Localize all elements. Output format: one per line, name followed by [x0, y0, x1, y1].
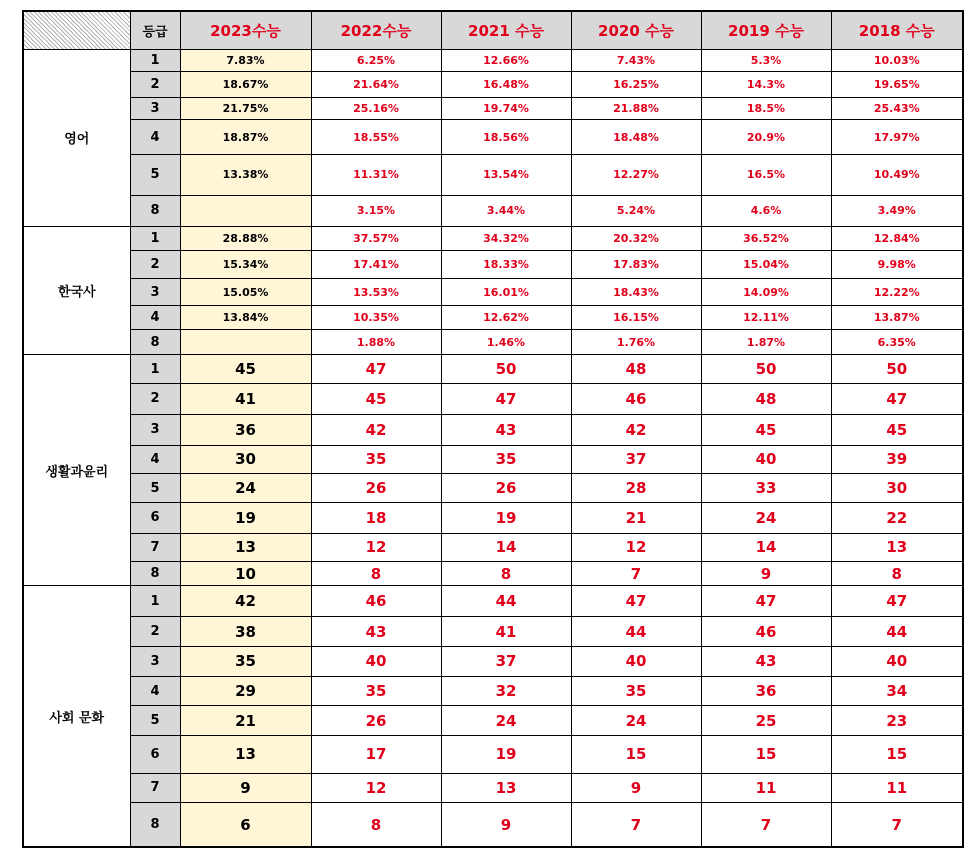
value-cell: 24 [571, 706, 701, 736]
value-cell-2023: 13 [180, 736, 311, 773]
value-cell-2023: 45 [180, 355, 311, 384]
value-cell-2023 [180, 330, 311, 355]
value-cell: 3.44% [441, 195, 571, 226]
value-cell-2023: 6 [180, 803, 311, 847]
header-year-2021: 2021 수능 [441, 11, 571, 49]
value-cell: 44 [831, 617, 963, 647]
value-cell-2023: 18.87% [180, 119, 311, 154]
value-cell: 13 [831, 533, 963, 562]
value-cell: 11 [831, 773, 963, 803]
value-cell: 47 [831, 586, 963, 617]
value-cell: 46 [571, 384, 701, 415]
table-row [23, 97, 963, 119]
value-cell: 15 [571, 736, 701, 773]
grade-cell: 7 [130, 533, 180, 562]
value-cell: 48 [701, 384, 831, 415]
value-cell: 37.57% [311, 226, 441, 250]
value-cell: 47 [311, 355, 441, 384]
table-row [23, 305, 963, 329]
table-row [23, 71, 963, 97]
value-cell-2023 [180, 195, 311, 226]
table-row [23, 119, 963, 154]
value-cell-2023: 19 [180, 502, 311, 533]
table-row [23, 330, 963, 355]
value-cell: 23 [831, 706, 963, 736]
grade-cell: 4 [130, 305, 180, 329]
grade-cell: 3 [130, 279, 180, 305]
value-cell: 16.25% [571, 71, 701, 97]
value-cell-2023: 10 [180, 562, 311, 586]
value-cell-2023: 29 [180, 676, 311, 706]
value-cell: 40 [701, 445, 831, 474]
value-cell: 18 [311, 502, 441, 533]
value-cell: 50 [831, 355, 963, 384]
value-cell-2023: 41 [180, 384, 311, 415]
grade-cell: 3 [130, 646, 180, 676]
subject-society-culture: 사회 문화 [23, 586, 130, 847]
grade-cell: 4 [130, 119, 180, 154]
table-row [23, 773, 963, 803]
value-cell: 10.35% [311, 305, 441, 329]
value-cell: 26 [311, 474, 441, 503]
table-row [23, 562, 963, 586]
header-row [23, 11, 963, 49]
value-cell: 43 [311, 617, 441, 647]
table-row [23, 533, 963, 562]
value-cell: 14 [441, 533, 571, 562]
table-row [23, 384, 963, 415]
value-cell-2023: 35 [180, 646, 311, 676]
value-cell: 9 [701, 562, 831, 586]
value-cell: 9 [441, 803, 571, 847]
grade-cell: 3 [130, 97, 180, 119]
value-cell: 5.24% [571, 195, 701, 226]
value-cell: 7 [831, 803, 963, 847]
value-cell: 6.25% [311, 49, 441, 71]
value-cell: 13.53% [311, 279, 441, 305]
table-row [23, 226, 963, 250]
value-cell: 7 [571, 562, 701, 586]
value-cell-2023: 36 [180, 414, 311, 445]
value-cell: 41 [441, 617, 571, 647]
value-cell: 17.83% [571, 250, 701, 279]
value-cell: 12.22% [831, 279, 963, 305]
table-row [23, 195, 963, 226]
value-cell: 40 [311, 646, 441, 676]
table-row [23, 676, 963, 706]
value-cell: 40 [571, 646, 701, 676]
value-cell: 42 [571, 414, 701, 445]
value-cell: 11 [701, 773, 831, 803]
value-cell: 16.5% [701, 155, 831, 196]
value-cell: 18.5% [701, 97, 831, 119]
value-cell: 13.54% [441, 155, 571, 196]
value-cell: 18.56% [441, 119, 571, 154]
value-cell: 7.43% [571, 49, 701, 71]
value-cell: 12.11% [701, 305, 831, 329]
value-cell: 16.48% [441, 71, 571, 97]
table-row [23, 155, 963, 196]
value-cell: 20.32% [571, 226, 701, 250]
value-cell: 43 [701, 646, 831, 676]
value-cell: 44 [571, 617, 701, 647]
value-cell: 43 [441, 414, 571, 445]
value-cell: 1.87% [701, 330, 831, 355]
value-cell: 45 [311, 384, 441, 415]
value-cell: 15 [831, 736, 963, 773]
value-cell: 14.3% [701, 71, 831, 97]
grade-cell: 8 [130, 330, 180, 355]
value-cell: 16.15% [571, 305, 701, 329]
value-cell-2023: 30 [180, 445, 311, 474]
value-cell: 46 [311, 586, 441, 617]
value-cell: 14 [701, 533, 831, 562]
value-cell: 25.43% [831, 97, 963, 119]
header-year-2018: 2018 수능 [831, 11, 963, 49]
grade-cell: 1 [130, 586, 180, 617]
value-cell: 14.09% [701, 279, 831, 305]
table-row [23, 355, 963, 384]
value-cell: 18.55% [311, 119, 441, 154]
grade-cell: 5 [130, 706, 180, 736]
value-cell: 13 [441, 773, 571, 803]
value-cell-2023: 15.05% [180, 279, 311, 305]
value-cell: 17.97% [831, 119, 963, 154]
value-cell: 30 [831, 474, 963, 503]
value-cell: 47 [441, 384, 571, 415]
value-cell: 10.49% [831, 155, 963, 196]
value-cell: 15.04% [701, 250, 831, 279]
value-cell: 4.6% [701, 195, 831, 226]
value-cell: 9.98% [831, 250, 963, 279]
value-cell: 35 [441, 445, 571, 474]
value-cell: 5.3% [701, 49, 831, 71]
grade-cell: 5 [130, 474, 180, 503]
table-row [23, 646, 963, 676]
table-row [23, 49, 963, 71]
value-cell-2023: 21 [180, 706, 311, 736]
value-cell: 24 [441, 706, 571, 736]
table-row [23, 617, 963, 647]
value-cell: 16.01% [441, 279, 571, 305]
value-cell: 8 [441, 562, 571, 586]
grade-cell: 8 [130, 195, 180, 226]
value-cell: 18.48% [571, 119, 701, 154]
grade-cell: 2 [130, 617, 180, 647]
value-cell: 34.32% [441, 226, 571, 250]
value-cell: 50 [701, 355, 831, 384]
value-cell: 26 [441, 474, 571, 503]
value-cell: 33 [701, 474, 831, 503]
value-cell: 13.87% [831, 305, 963, 329]
table-row [23, 803, 963, 847]
value-cell: 50 [441, 355, 571, 384]
value-cell: 3.15% [311, 195, 441, 226]
value-cell: 12.84% [831, 226, 963, 250]
value-cell: 44 [441, 586, 571, 617]
value-cell: 39 [831, 445, 963, 474]
value-cell: 12.66% [441, 49, 571, 71]
table-row [23, 414, 963, 445]
value-cell-2023: 13 [180, 533, 311, 562]
value-cell: 1.46% [441, 330, 571, 355]
value-cell: 19 [441, 502, 571, 533]
value-cell: 47 [701, 586, 831, 617]
table-body [23, 49, 963, 847]
value-cell: 3.49% [831, 195, 963, 226]
value-cell: 35 [311, 445, 441, 474]
value-cell: 35 [571, 676, 701, 706]
value-cell: 11.31% [311, 155, 441, 196]
value-cell: 8 [831, 562, 963, 586]
value-cell: 1.76% [571, 330, 701, 355]
header-year-2022: 2022수능 [311, 11, 441, 49]
grade-cell: 2 [130, 71, 180, 97]
value-cell: 10.03% [831, 49, 963, 71]
grade-cell: 4 [130, 445, 180, 474]
value-cell: 37 [571, 445, 701, 474]
value-cell: 19.74% [441, 97, 571, 119]
grade-cell: 8 [130, 803, 180, 847]
value-cell: 18.33% [441, 250, 571, 279]
subject-life-ethics: 생활과윤리 [23, 355, 130, 586]
value-cell: 26 [311, 706, 441, 736]
grade-cell: 5 [130, 155, 180, 196]
grade-cell: 6 [130, 502, 180, 533]
value-cell: 6.35% [831, 330, 963, 355]
value-cell: 22 [831, 502, 963, 533]
header-year-2019: 2019 수능 [701, 11, 831, 49]
grade-cell: 2 [130, 384, 180, 415]
subject-english: 영어 [23, 49, 130, 226]
value-cell: 9 [571, 773, 701, 803]
value-cell: 48 [571, 355, 701, 384]
value-cell: 34 [831, 676, 963, 706]
value-cell: 12 [311, 773, 441, 803]
table-row [23, 502, 963, 533]
grade-cell: 8 [130, 562, 180, 586]
value-cell: 20.9% [701, 119, 831, 154]
value-cell: 17 [311, 736, 441, 773]
value-cell: 21.88% [571, 97, 701, 119]
grade-cell: 1 [130, 355, 180, 384]
value-cell: 7 [571, 803, 701, 847]
grade-cell: 2 [130, 250, 180, 279]
value-cell: 12 [311, 533, 441, 562]
value-cell-2023: 42 [180, 586, 311, 617]
table-row [23, 474, 963, 503]
subject-korean-history: 한국사 [23, 226, 130, 355]
value-cell: 47 [571, 586, 701, 617]
value-cell-2023: 13.84% [180, 305, 311, 329]
value-cell: 1.88% [311, 330, 441, 355]
value-cell: 8 [311, 562, 441, 586]
value-cell: 21 [571, 502, 701, 533]
value-cell: 12 [571, 533, 701, 562]
value-cell-2023: 38 [180, 617, 311, 647]
value-cell: 37 [441, 646, 571, 676]
grade-cut-table [22, 10, 964, 848]
value-cell: 46 [701, 617, 831, 647]
value-cell: 24 [701, 502, 831, 533]
value-cell-2023: 9 [180, 773, 311, 803]
grade-cell: 7 [130, 773, 180, 803]
value-cell-2023: 15.34% [180, 250, 311, 279]
value-cell: 45 [831, 414, 963, 445]
value-cell: 35 [311, 676, 441, 706]
value-cell: 19.65% [831, 71, 963, 97]
grade-cell: 1 [130, 49, 180, 71]
table-row [23, 736, 963, 773]
value-cell: 40 [831, 646, 963, 676]
value-cell: 15 [701, 736, 831, 773]
value-cell: 47 [831, 384, 963, 415]
value-cell: 36.52% [701, 226, 831, 250]
value-cell: 17.41% [311, 250, 441, 279]
value-cell: 18.43% [571, 279, 701, 305]
table-row [23, 279, 963, 305]
value-cell: 25 [701, 706, 831, 736]
value-cell: 12.27% [571, 155, 701, 196]
value-cell: 7 [701, 803, 831, 847]
value-cell: 36 [701, 676, 831, 706]
header-year-2023: 2023수능 [180, 11, 311, 49]
value-cell-2023: 21.75% [180, 97, 311, 119]
value-cell: 8 [311, 803, 441, 847]
grade-cell: 6 [130, 736, 180, 773]
value-cell: 28 [571, 474, 701, 503]
grade-cell: 1 [130, 226, 180, 250]
table-row [23, 706, 963, 736]
table-row [23, 586, 963, 617]
value-cell: 45 [701, 414, 831, 445]
value-cell-2023: 18.67% [180, 71, 311, 97]
grade-cell: 3 [130, 414, 180, 445]
value-cell: 12.62% [441, 305, 571, 329]
grade-cell: 4 [130, 676, 180, 706]
value-cell: 19 [441, 736, 571, 773]
value-cell-2023: 28.88% [180, 226, 311, 250]
value-cell: 21.64% [311, 71, 441, 97]
table-row [23, 445, 963, 474]
value-cell-2023: 7.83% [180, 49, 311, 71]
header-grade: 등급 [130, 11, 180, 49]
table-row [23, 250, 963, 279]
header-year-2020: 2020 수능 [571, 11, 701, 49]
value-cell-2023: 13.38% [180, 155, 311, 196]
value-cell: 32 [441, 676, 571, 706]
header-corner [23, 11, 130, 49]
value-cell: 25.16% [311, 97, 441, 119]
value-cell-2023: 24 [180, 474, 311, 503]
value-cell: 42 [311, 414, 441, 445]
